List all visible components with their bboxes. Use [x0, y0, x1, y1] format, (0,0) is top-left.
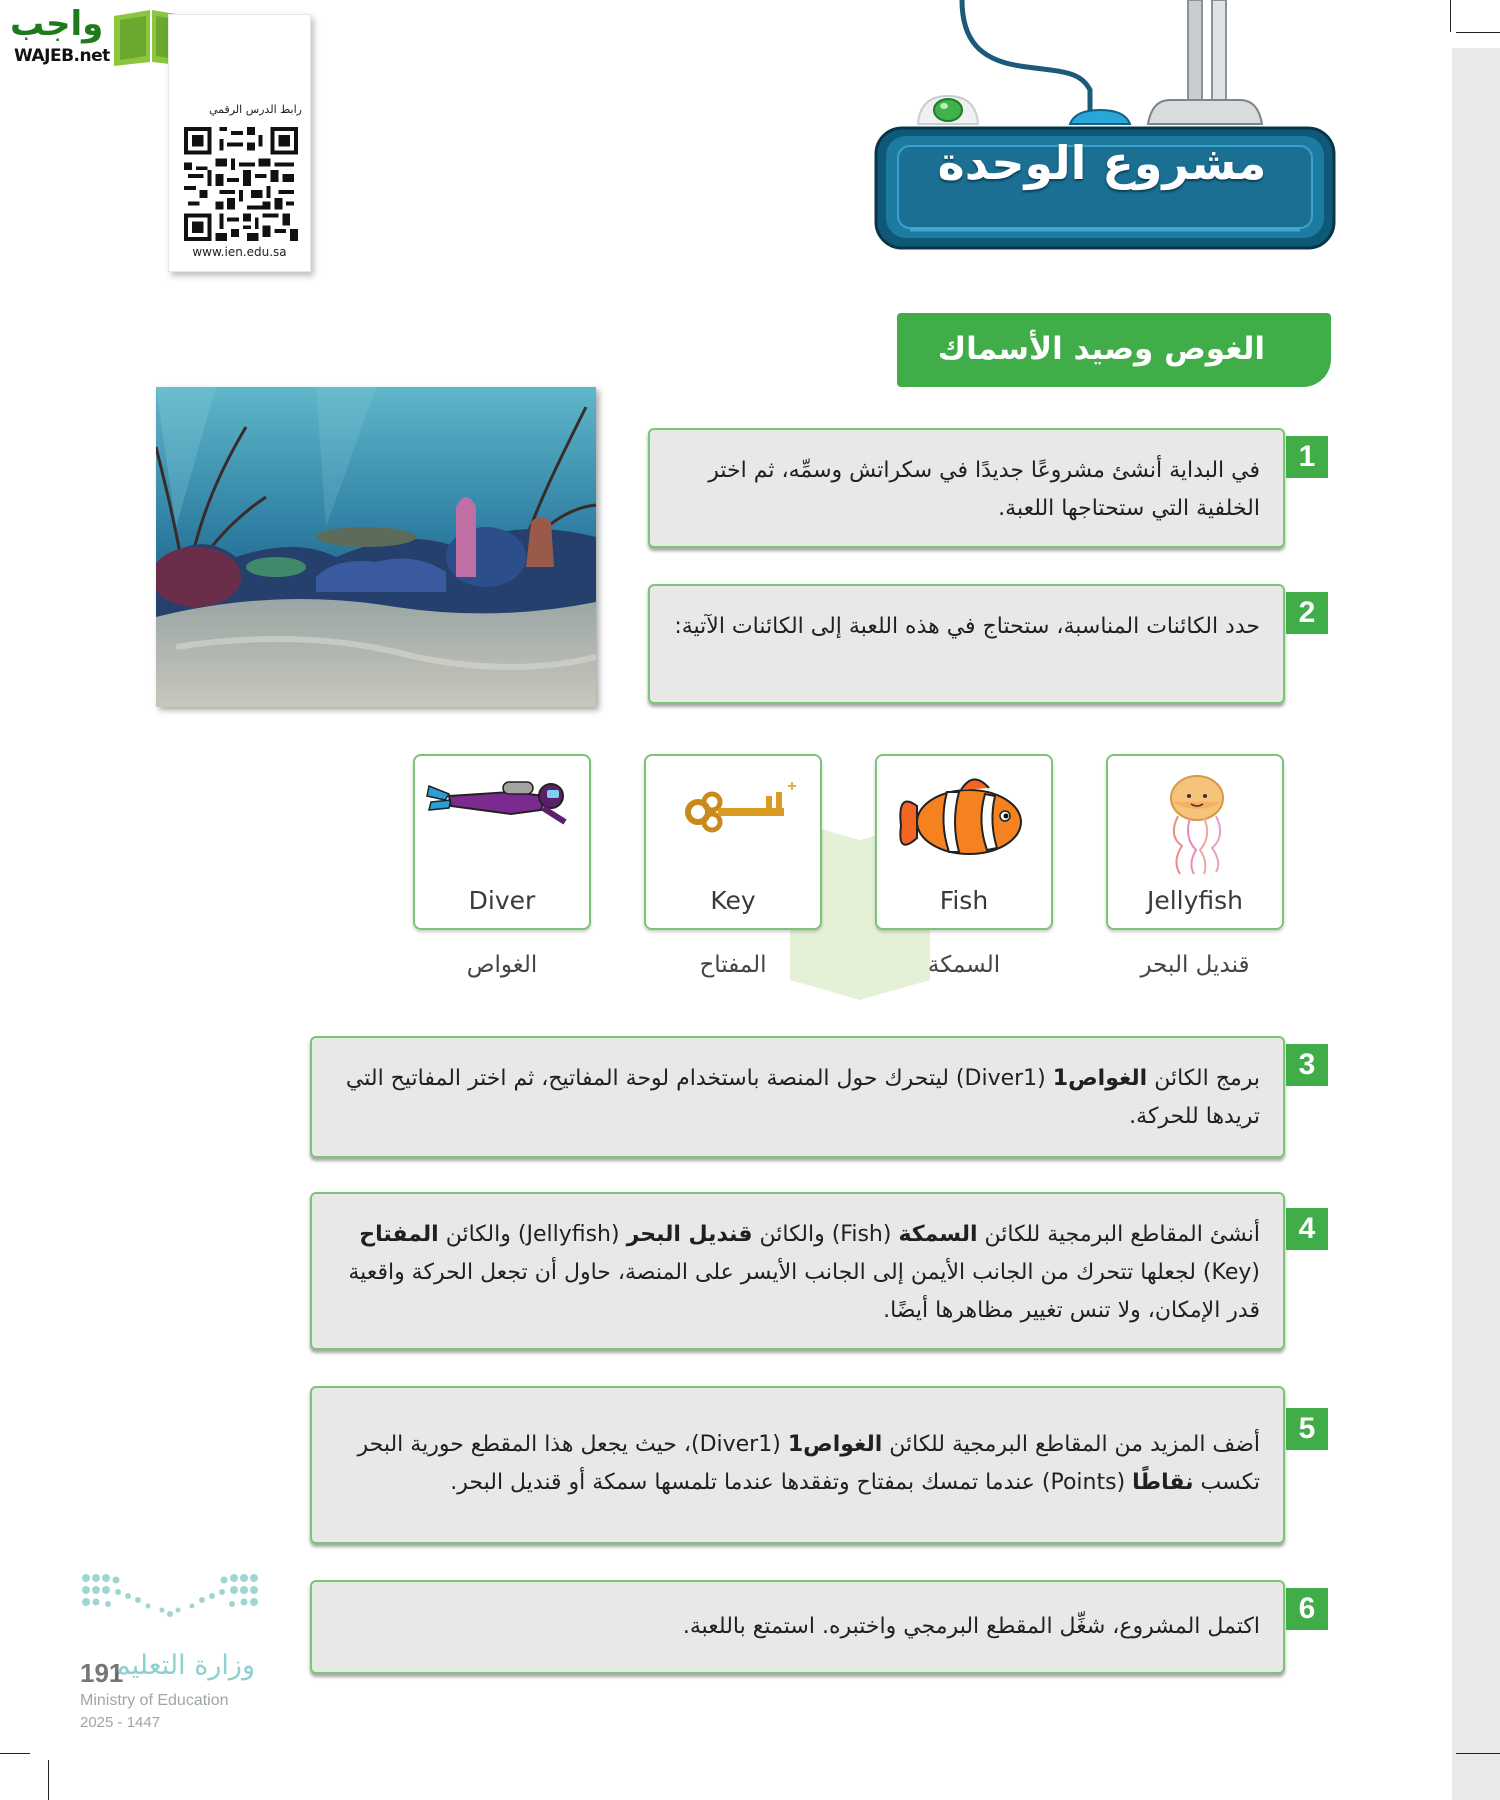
- crop-mark: [0, 1753, 30, 1754]
- wajeb-logo-english: WAJEB.net: [14, 46, 110, 66]
- step-3-bold-term: الغواص1: [1052, 1066, 1148, 1091]
- step-2-number: 2: [1286, 592, 1328, 634]
- step-4-bold-term: المفتاح: [359, 1222, 439, 1247]
- step-3-text-part: (Diver1) ليتحرك حول المنصة باستخدام لوحة المفاتيح، ثم اختر المفاتيح التي تريدها للحركة.: [345, 1066, 1260, 1129]
- character-name-ar: المفتاح: [699, 952, 767, 978]
- ministry-name-en: Ministry of Education: [80, 1692, 229, 1709]
- character-name-ar: الغواص: [466, 952, 538, 978]
- qr-url[interactable]: www.ien.edu.sa: [192, 245, 287, 259]
- step-1-number: 1: [1286, 436, 1328, 478]
- step-3-text: [330, 1060, 1260, 1136]
- step-1-text: في البداية أنشئ مشروعًا جديدًا في سكراتش وسمِّه، ثم اختر الخلفية التي ستحتاجها اللعبة.: [708, 458, 1260, 521]
- step-5-number: 5: [1286, 1408, 1328, 1450]
- page-edge-bar: [1452, 48, 1500, 1800]
- ministry-logo: [80, 1570, 270, 1730]
- step-5-bold-term: الغواص1: [787, 1432, 883, 1457]
- step-5-text-part: أضف المزيد من المقاطع البرمجية للكائن: [882, 1432, 1260, 1457]
- character-card-diver[interactable]: [413, 754, 591, 930]
- character-name-ar: السمكة: [927, 952, 1001, 978]
- qr-code-card[interactable]: [168, 14, 311, 272]
- step-3-text-part: برمج الكائن: [1147, 1066, 1260, 1091]
- step-4-text-part: (Jellyfish) والكائن: [438, 1222, 627, 1247]
- character-card-key[interactable]: [644, 754, 822, 930]
- crop-mark: [1450, 0, 1451, 32]
- step-5-text-part: (Points) عندما تمسك بمفتاح وتفقدها عندما تلمسها سمكة أو قنديل البحر.: [450, 1470, 1133, 1495]
- step-3-number: 3: [1286, 1044, 1328, 1086]
- wajeb-logo-arabic: واجب: [10, 4, 104, 44]
- character-name-en: Diver: [468, 886, 536, 915]
- crop-mark: [48, 1760, 49, 1800]
- wajeb-watermark-logo: [4, 4, 194, 68]
- diver-icon: [415, 766, 593, 876]
- ministry-name-ar: وزارة التعليم: [113, 1650, 255, 1681]
- unit-banner-graphic: [870, 0, 1340, 260]
- step-4-number: 4: [1286, 1208, 1328, 1250]
- academic-year: 2025 - 1447: [80, 1714, 161, 1731]
- step-4-text-part: (Fish) والكائن: [752, 1222, 899, 1247]
- character-card-fish[interactable]: [875, 754, 1053, 930]
- step-4-text-part: (Key) لجعلها تتحرك من الجانب الأيمن إلى الجانب الأيسر على المنصة، حاول أن تجعل الحركة واقعية قدر الإمكان، ولا تنس تغيير مظاهرها أيضًا.: [348, 1260, 1260, 1323]
- step-4-text: [330, 1216, 1260, 1330]
- step-4-bold-term: قنديل البحر: [626, 1222, 753, 1247]
- character-name-en: Fish: [939, 886, 989, 915]
- step-4-text-part: أنشئ المقاطع البرمجية للكائن: [977, 1222, 1260, 1247]
- ministry-dots-icon: [80, 1570, 260, 1640]
- lesson-title: الغوص وصيد الأسماك: [897, 313, 1331, 387]
- crop-mark: [1456, 32, 1500, 33]
- qr-code-icon[interactable]: [184, 127, 298, 241]
- step-6-number: 6: [1286, 1588, 1328, 1630]
- underwater-background-image: [156, 387, 596, 707]
- step-5-text: [330, 1426, 1260, 1502]
- clownfish-icon: [877, 766, 1055, 876]
- step-4-bold-term: السمكة: [898, 1222, 978, 1247]
- step-6-text: اكتمل المشروع، شغِّل المقطع البرمجي واختبره. استمتع باللعبة.: [682, 1614, 1260, 1639]
- step-5-text-part: (Diver1)، حيث يجعل هذا المقطع حورية البحر تكسب: [357, 1432, 1260, 1495]
- step-2-text: حدد الكائنات المناسبة، ستحتاج في هذه اللعبة إلى الكائنات الآتية:: [674, 614, 1260, 639]
- jellyfish-icon: [1108, 766, 1286, 876]
- character-card-jellyfish[interactable]: [1106, 754, 1284, 930]
- crop-mark: [1456, 1753, 1500, 1754]
- page-number: 191: [80, 1658, 124, 1688]
- qr-label: رابط الدرس الرقمي: [208, 103, 302, 116]
- character-name-en: Jellyfish: [1146, 886, 1244, 915]
- key-icon: [646, 766, 824, 876]
- step-5-bold-term: نقاطًا: [1132, 1470, 1194, 1495]
- character-name-en: Key: [710, 886, 756, 915]
- unit-title: مشروع الوحدة: [937, 136, 1267, 190]
- character-name-ar: قنديل البحر: [1140, 952, 1250, 978]
